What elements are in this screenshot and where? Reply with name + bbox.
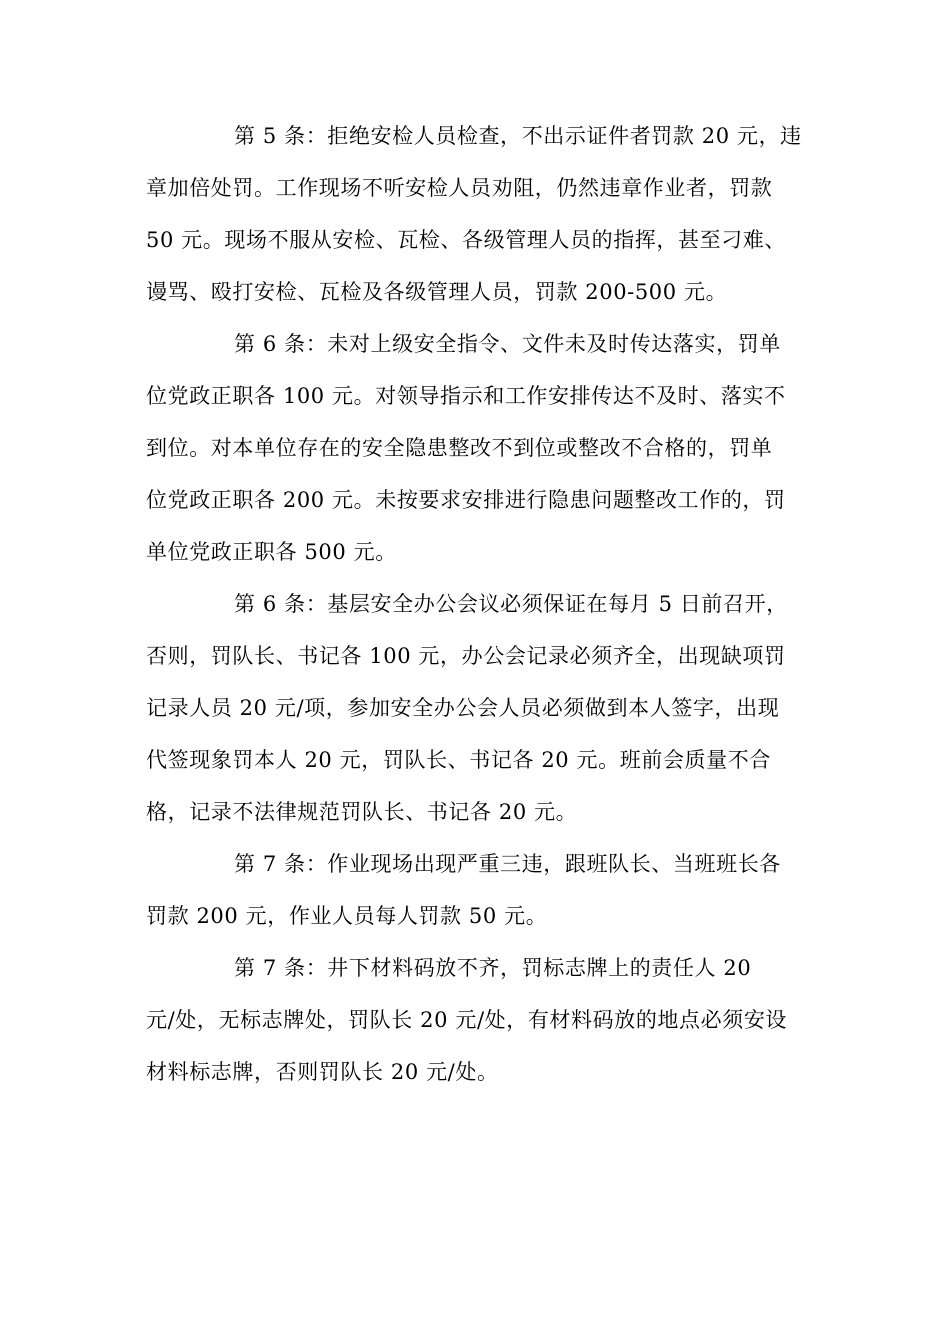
text-line: 记录人员 20 元/项，参加安全办公会人员必须做到本人签字，出现 — [146, 696, 780, 720]
text-line: 第 6 条：基层安全办公会议必须保证在每月 5 日前召开， — [234, 592, 788, 616]
text-line: 罚款 200 元，作业人员每人罚款 50 元。 — [146, 904, 548, 928]
text-line: 第 7 条：作业现场出现严重三违，跟班队长、当班班长各 — [234, 852, 781, 876]
paragraph-article-7b — [146, 942, 800, 1098]
text-line: 谩骂、殴打安检、瓦检及各级管理人员，罚款 200-500 元。 — [146, 280, 728, 304]
text-line: 章加倍处罚。工作现场不听安检人员劝阻，仍然违章作业者，罚款 — [146, 176, 773, 200]
paragraph-article-6b — [146, 578, 800, 838]
text-line: 代签现象罚本人 20 元，罚队长、书记各 20 元。班前会质量不合 — [146, 748, 771, 772]
text-line: 材料标志牌，否则罚队长 20 元/处。 — [146, 1060, 499, 1084]
text-line: 第 6 条：未对上级安全指令、文件未及时传达落实，罚单 — [234, 332, 781, 356]
text-line: 到位。对本单位存在的安全隐患整改不到位或整改不合格的，罚单 — [146, 436, 773, 460]
text-line: 50 元。现场不服从安检、瓦检、各级管理人员的指挥，甚至刁难、 — [146, 228, 786, 252]
text-line: 第 7 条：井下材料码放不齐，罚标志牌上的责任人 20 — [234, 956, 752, 980]
text-line: 元/处，无标志牌处，罚队长 20 元/处，有材料码放的地点必须安设 — [146, 1008, 788, 1032]
text-line: 格，记录不法律规范罚队长、书记各 20 元。 — [146, 800, 578, 824]
text-line: 位党政正职各 100 元。对领导指示和工作安排传达不及时、落实不 — [146, 384, 786, 408]
paragraph-article-6a — [146, 318, 800, 578]
paragraph-article-7a — [146, 838, 800, 942]
text-line: 第 5 条：拒绝安检人员检查，不出示证件者罚款 20 元，违 — [234, 124, 802, 148]
text-line: 单位党政正职各 500 元。 — [146, 540, 397, 564]
text-line: 位党政正职各 200 元。未按要求安排进行隐患问题整改工作的，罚 — [146, 488, 786, 512]
text-line: 否则，罚队长、书记各 100 元，办公会记录必须齐全，出现缺项罚 — [146, 644, 786, 668]
paragraph-article-5 — [146, 110, 800, 318]
document-body — [146, 110, 800, 1098]
